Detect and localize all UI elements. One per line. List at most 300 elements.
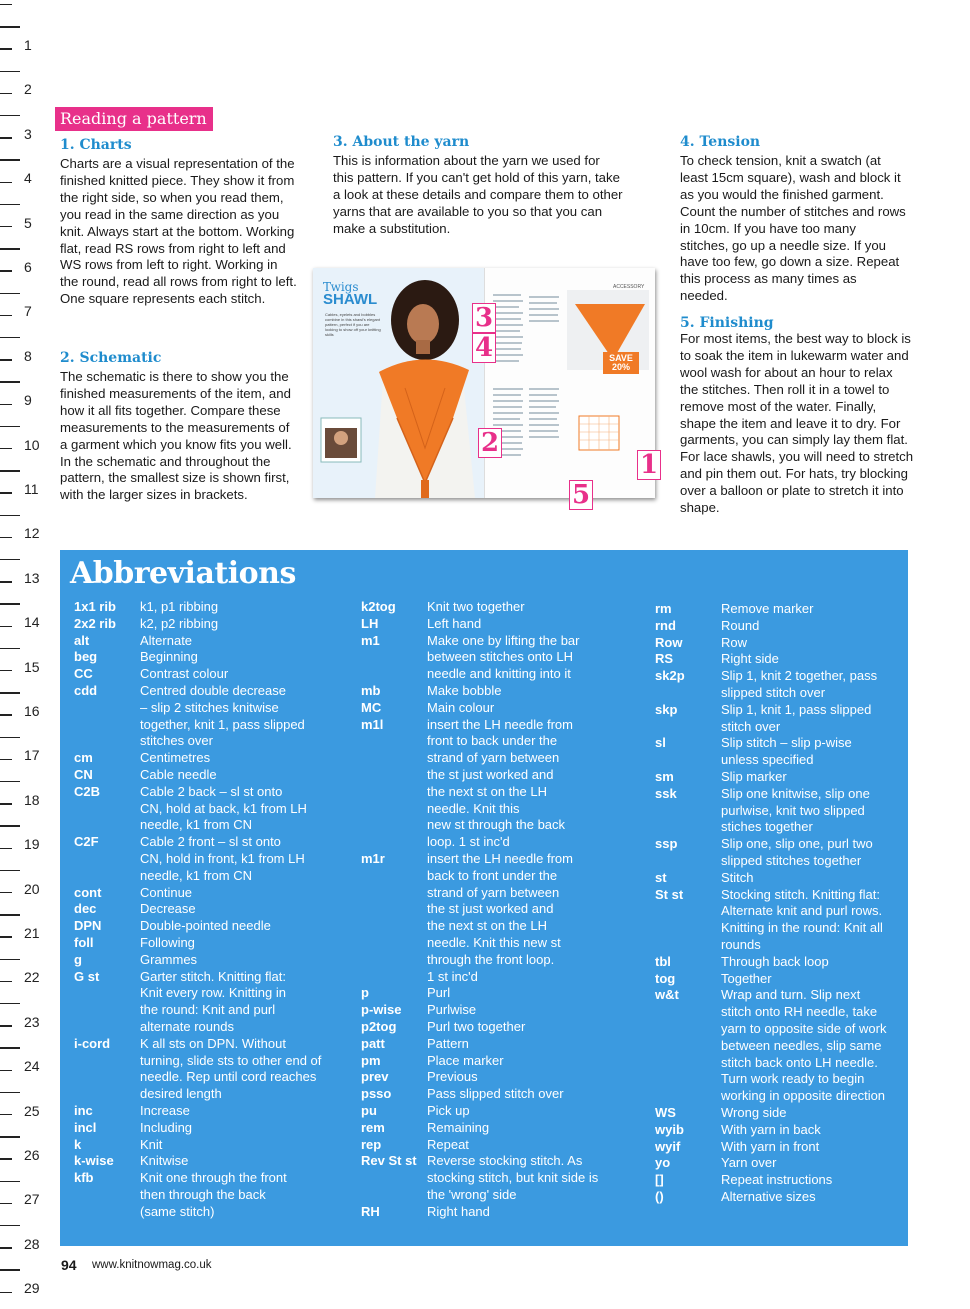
abbreviation-term: incl	[74, 1119, 97, 1135]
abbreviation-row	[361, 683, 631, 700]
abbreviation-row	[74, 649, 354, 666]
ruler-tick	[0, 936, 12, 937]
abbreviation-term: p	[361, 985, 369, 1001]
ruler-number: 29	[24, 1280, 40, 1297]
abbreviation-row	[655, 601, 905, 618]
ruler-tick	[0, 1269, 20, 1270]
abbreviation-row	[655, 1122, 905, 1139]
tension-title: 4. Tension	[680, 134, 761, 150]
abbreviation-meaning: Including	[140, 1119, 193, 1135]
abbreviation-meaning: With yarn in back	[721, 1121, 821, 1137]
charts-title: 1. Charts	[60, 137, 132, 153]
charts-body: Charts are a visual representation of the finished knitted piece. They show it from the right side, so when you read them, you read in the same direction as you knit. Always start at the bottom. Working flat, read RS rows from right to left and WS rows from left to right. Working in the round, read all rows from right to left. One square represents each stitch.	[60, 156, 297, 307]
abbreviation-meaning: Main colour	[427, 699, 495, 715]
abbreviation-meaning: Double-pointed needle	[140, 918, 271, 934]
ruler-tick	[0, 648, 20, 649]
abbreviation-meaning: Slip stitch – slip p-wise unless specified	[721, 735, 852, 768]
ruler-number: 3	[24, 125, 32, 142]
abbreviation-row	[655, 668, 905, 702]
ruler-tick	[0, 26, 20, 27]
abbreviation-row	[361, 599, 631, 616]
abbreviation-row	[361, 633, 631, 683]
abbreviation-term: k2tog	[361, 599, 396, 614]
abbreviation-term: m1	[361, 632, 380, 648]
page-heading: Reading a pattern	[55, 107, 213, 131]
ruler-number: 9	[24, 392, 32, 409]
abbreviation-row	[655, 769, 905, 786]
ruler-number: 4	[24, 170, 32, 187]
ruler-number: 5	[24, 214, 32, 231]
abbreviation-row	[74, 784, 354, 834]
ruler-tick	[0, 492, 12, 493]
abbreviation-meaning: Pattern	[427, 1035, 469, 1051]
ruler-number: 19	[24, 836, 40, 853]
ruler-number: 23	[24, 1013, 40, 1030]
abbreviation-row	[74, 918, 354, 935]
abbreviation-meaning: Purl	[427, 985, 451, 1001]
abbreviation-meaning: k2, p2 ribbing	[140, 615, 219, 631]
abbreviation-row	[74, 616, 354, 633]
abbreviation-meaning: Pass slipped stitch over	[427, 1086, 564, 1102]
abbreviation-meaning: Knit two together	[427, 599, 525, 614]
abbreviation-row	[74, 935, 354, 952]
magazine-title-top: Twigs	[323, 280, 359, 294]
abbreviation-row	[361, 1137, 631, 1154]
abbreviation-row	[655, 1155, 905, 1172]
abbreviation-term: cdd	[74, 682, 98, 698]
abbreviation-meaning: Purlwise	[427, 1002, 477, 1018]
abbreviation-row	[74, 767, 354, 784]
abbreviation-row	[361, 1036, 631, 1053]
abbreviation-meaning: Slip one, slip one, purl two slipped stitches together	[721, 836, 873, 868]
abbreviation-term: []	[655, 1172, 664, 1188]
abbreviation-meaning: insert the LH needle from front to back under the strand of yarn between the st just worked and the next st on the LH needle. Knit this new st through the back loop. 1 st inc'd	[427, 716, 573, 850]
abbreviation-row	[655, 702, 905, 736]
abbreviation-row	[361, 717, 631, 851]
abbreviation-term: rem	[361, 1119, 385, 1135]
abbreviation-meaning: Remove marker	[721, 601, 814, 616]
schematic-title: 2. Schematic	[60, 350, 162, 366]
abbreviation-meaning: Knit one through the front then through the back (same stitch)	[140, 1170, 287, 1219]
ruler-tick	[0, 293, 20, 294]
abbreviation-meaning: Pick up	[427, 1102, 470, 1118]
abbreviation-row	[74, 633, 354, 650]
abbreviation-meaning: Cable 2 front – sl st onto CN, hold in front, k1 from LH needle, k1 from CN	[140, 834, 305, 883]
ruler-tick	[0, 737, 20, 738]
abbreviation-meaning: Increase	[140, 1102, 190, 1118]
abbreviation-meaning: Centred double decrease – slip 2 stitches knitwise together, knit 1, pass slipped stitches over	[140, 682, 305, 749]
ruler-number: 24	[24, 1058, 40, 1075]
abbreviation-meaning: Previous	[427, 1069, 478, 1085]
ruler-tick	[0, 1114, 12, 1115]
abbreviation-term: psso	[361, 1086, 392, 1102]
abbreviation-meaning: Together	[721, 970, 772, 986]
ruler-tick	[0, 159, 20, 160]
abbreviation-row	[74, 834, 354, 884]
abbreviation-meaning: Continue	[140, 884, 193, 900]
abbreviation-term: 2x2 rib	[74, 615, 116, 631]
abbreviation-term: CC	[74, 666, 93, 682]
abbreviation-row	[361, 1103, 631, 1120]
abbreviation-row	[74, 599, 354, 616]
abbreviation-term: foll	[74, 934, 94, 950]
ruler-number: 8	[24, 347, 32, 364]
abbreviation-meaning: Stocking stitch. Knitting flat: Alternate knit and purl rows. Knitting in the round: Knit all rounds	[721, 886, 883, 952]
ruler-tick	[0, 781, 20, 782]
abbreviation-row	[74, 952, 354, 969]
abbreviation-term: alt	[74, 632, 90, 648]
abbreviation-row	[74, 1137, 354, 1154]
ruler-tick	[0, 848, 12, 849]
promo-badge: SAVE 20%	[603, 352, 639, 374]
abbreviation-term: p-wise	[361, 1002, 402, 1018]
abbreviation-term: beg	[74, 649, 98, 665]
abbreviation-meaning: Stitch	[721, 869, 754, 885]
abbreviation-row	[361, 1002, 631, 1019]
abbreviation-term: pm	[361, 1052, 381, 1068]
measuring-ruler	[0, 0, 48, 1309]
ruler-tick	[0, 581, 12, 582]
abbreviation-row	[74, 1103, 354, 1120]
ruler-tick	[0, 870, 20, 871]
abbreviation-meaning: K all sts on DPN. Without turning, slide sts to other end of needle. Rep until cord reaches desired length	[140, 1035, 322, 1102]
magazine-blurb: Cables, eyelets and bobbles combine in this shawl's elegant pattern, perfect if you are looking to show off your knitting skills	[325, 312, 381, 337]
abbreviation-meaning: Slip one knitwise, slip one purlwise, knit two slipped stiches together	[721, 785, 870, 835]
abbreviation-row	[655, 618, 905, 635]
ruler-number: 22	[24, 969, 40, 986]
abbreviation-term: ssp	[655, 836, 678, 852]
ruler-tick	[0, 670, 12, 671]
abbreviation-term: m1l	[361, 716, 384, 732]
abbreviation-row	[655, 954, 905, 971]
ruler-tick	[0, 1136, 20, 1137]
abbreviation-meaning: Slip 1, knit 2 together, pass slipped stitch over	[721, 668, 878, 700]
abbreviation-row	[74, 1120, 354, 1137]
abbreviation-meaning: Slip 1, knit 1, pass slipped stitch over	[721, 701, 872, 734]
ruler-number: 11	[24, 481, 39, 497]
abbreviation-row	[361, 1204, 631, 1221]
abbreviation-term: RS	[655, 651, 674, 667]
abbreviation-row	[74, 901, 354, 918]
ruler-number: 15	[24, 658, 40, 675]
abbreviation-term: rep	[361, 1136, 382, 1152]
ruler-tick	[0, 515, 20, 516]
ruler-tick	[0, 1003, 20, 1004]
abbreviation-term: kfb	[74, 1170, 94, 1186]
abbreviation-term: mb	[361, 682, 381, 698]
ruler-tick	[0, 1181, 20, 1182]
abbreviation-meaning: Centimetres	[140, 750, 211, 766]
finishing-body: For most items, the best way to block is to soak the item in lukewarm water and wool wash for about an hour to relax the stitches. Then roll it in a towel to remove most of the water. Finally, shape the item and leave it to dry. For garments, you can simply lay them flat. For lace shawls, you will need to stretch and pin them out. For hats, try blocking over a balloon or plate to stretch it into shape.	[680, 331, 914, 516]
marker-4: 4	[472, 333, 496, 363]
ruler-number: 17	[24, 747, 40, 764]
abbreviation-meaning: Garter stitch. Knitting flat: Knit every row. Knitting in the round: Knit and purl alternate rounds	[140, 968, 286, 1034]
abbreviation-row	[361, 616, 631, 633]
abbreviation-meaning: Grammes	[140, 951, 198, 967]
abbreviation-row	[361, 1086, 631, 1103]
abbreviation-term: 1x1 rib	[74, 599, 116, 614]
abbreviation-term: Row	[655, 634, 683, 650]
abbreviation-row	[655, 651, 905, 668]
abbreviation-term: LH	[361, 615, 379, 631]
abbreviations-title: Abbreviations	[70, 556, 296, 591]
abbreviation-term: G st	[74, 968, 100, 984]
abbreviation-term: pu	[361, 1102, 377, 1118]
abbreviation-term: MC	[361, 699, 382, 715]
ruler-tick	[0, 914, 20, 915]
abbreviation-row	[655, 735, 905, 769]
abbreviation-meaning: Alternate	[140, 632, 193, 648]
ruler-tick	[0, 359, 12, 360]
abbreviation-row	[361, 851, 631, 985]
yarn-title: 3. About the yarn	[333, 134, 470, 150]
schematic-body: The schematic is there to show you the finished measurements of the item, and how it all fits together. Compare these measurements to the measurements of a garment which you know fits you well. In the schematic and throughout the pattern, the smallest size is shown first, with the larger sizes in brackets.	[60, 369, 292, 503]
abbreviation-meaning: Row	[721, 634, 748, 650]
ruler-tick	[0, 1292, 12, 1293]
abbreviation-term: w&t	[655, 987, 679, 1003]
ruler-number: 18	[24, 791, 40, 808]
abbreviation-row	[655, 1172, 905, 1189]
abbreviation-term: wyib	[655, 1121, 684, 1137]
abbreviation-meaning: insert the LH needle from back to front under the strand of yarn between the st just worked and the next st on the LH needle. Knit this new st through the front loop. 1 st inc'd	[427, 850, 573, 984]
abbreviations-column-1	[74, 599, 354, 1220]
abbreviation-meaning: Right side	[721, 651, 779, 667]
abbreviation-row	[74, 1036, 354, 1103]
ruler-tick	[0, 1158, 12, 1159]
abbreviation-meaning: Knitwise	[140, 1153, 189, 1169]
abbreviation-term: sl	[655, 735, 666, 751]
ruler-tick	[0, 71, 20, 72]
ruler-tick	[0, 1047, 20, 1048]
abbreviation-meaning: Place marker	[427, 1052, 504, 1068]
abbreviation-meaning: Contrast colour	[140, 666, 229, 682]
ruler-number: 7	[24, 303, 32, 320]
ruler-tick	[0, 626, 12, 627]
marker-3: 3	[472, 303, 496, 333]
abbreviation-meaning: Through back loop	[721, 953, 829, 969]
abbreviation-row	[655, 887, 905, 954]
ruler-number: 20	[24, 880, 40, 897]
abbreviation-term: RH	[361, 1203, 380, 1219]
abbreviation-term: k	[74, 1136, 82, 1152]
ruler-tick	[0, 1070, 12, 1071]
ruler-tick	[0, 381, 20, 382]
abbreviation-row	[655, 1105, 905, 1122]
abbreviation-term: g	[74, 951, 82, 967]
abbreviation-meaning: Wrong side	[721, 1104, 787, 1120]
abbreviation-term: rnd	[655, 617, 676, 633]
ruler-number: 21	[24, 925, 40, 941]
ruler-number: 10	[24, 436, 40, 453]
abbreviation-row	[655, 987, 905, 1105]
ruler-tick	[0, 4, 12, 5]
abbreviation-term: sk2p	[655, 668, 685, 684]
abbreviation-row	[361, 1120, 631, 1137]
abbreviation-meaning: k1, p1 ribbing	[140, 599, 219, 614]
abbreviation-meaning: Alternative sizes	[721, 1188, 816, 1204]
ruler-tick	[0, 803, 12, 804]
abbreviation-term: CN	[74, 766, 93, 782]
abbreviation-row	[655, 635, 905, 652]
ruler-tick	[0, 692, 20, 693]
abbreviation-term: yo	[655, 1155, 671, 1171]
abbreviation-term: i-cord	[74, 1035, 111, 1051]
abbreviation-term: tog	[655, 970, 676, 986]
abbreviation-meaning: Knit	[140, 1136, 163, 1152]
abbreviation-meaning: Make bobble	[427, 682, 502, 698]
ruler-tick	[0, 426, 20, 427]
ruler-tick	[0, 825, 20, 826]
marker-1: 1	[637, 450, 661, 480]
abbreviation-row	[74, 683, 354, 750]
abbreviation-meaning: Cable 2 back – sl st onto CN, hold at back, k1 from LH needle, k1 from CN	[140, 783, 307, 833]
ruler-tick	[0, 182, 12, 183]
ruler-number: 2	[24, 81, 32, 98]
abbreviation-row	[74, 1153, 354, 1170]
ruler-tick	[0, 448, 12, 449]
abbreviation-row	[361, 1153, 631, 1203]
abbreviation-row	[74, 1170, 354, 1220]
abbreviation-term: WS	[655, 1104, 676, 1120]
abbreviation-row	[74, 969, 354, 1036]
abbreviation-meaning: Wrap and turn. Slip next stitch onto RH needle, take yarn to opposite side of work between needles, slip same stitch back onto LH needle. Turn work ready to begin working in opposite direction	[721, 987, 887, 1104]
abbreviation-term: k-wise	[74, 1153, 114, 1169]
abbreviation-term: St st	[655, 886, 684, 902]
abbreviation-row	[361, 1053, 631, 1070]
abbreviation-row	[361, 1019, 631, 1036]
abbreviation-meaning: Round	[721, 617, 760, 633]
ruler-tick	[0, 714, 12, 715]
ruler-tick	[0, 959, 20, 960]
magazine-section-label: ACCESSORY	[613, 284, 645, 290]
abbreviation-row	[74, 885, 354, 902]
abbreviation-meaning: Following	[140, 934, 195, 950]
ruler-tick	[0, 759, 12, 760]
abbreviation-term: st	[655, 869, 667, 885]
abbreviation-meaning: Beginning	[140, 649, 198, 665]
abbreviation-term: Rev St st	[361, 1153, 417, 1169]
tension-body: To check tension, knit a swatch (at least 15cm square), wash and block it as you would the finished garment. Count the number of stitches and rows in 10cm. If you have too many stitches, go up a needle size. If you have too few, go down a size. Repeat this process as many times as needed.	[680, 153, 906, 304]
abbreviation-row	[361, 985, 631, 1002]
abbreviation-meaning: Slip marker	[721, 768, 787, 784]
ruler-tick	[0, 315, 12, 316]
ruler-tick	[0, 48, 12, 49]
abbreviation-row	[361, 700, 631, 717]
ruler-tick	[0, 537, 12, 538]
abbreviation-meaning: Repeat	[427, 1136, 469, 1152]
abbreviation-term: cm	[74, 750, 93, 766]
marker-2: 2	[478, 428, 502, 458]
finishing-title: 5. Finishing	[680, 315, 774, 331]
ruler-number: 12	[24, 525, 40, 542]
abbreviation-meaning: Repeat instructions	[721, 1172, 833, 1188]
ruler-tick	[0, 603, 20, 604]
ruler-tick	[0, 981, 12, 982]
ruler-number: 26	[24, 1147, 40, 1163]
abbreviation-term: sm	[655, 768, 674, 784]
abbreviation-term: m1r	[361, 850, 385, 866]
ruler-tick	[0, 115, 20, 116]
ruler-tick	[0, 1203, 12, 1204]
abbreviation-meaning: Make one by lifting the bar between stitches onto LH needle and knitting into it	[427, 632, 580, 682]
ruler-tick	[0, 204, 20, 205]
abbreviation-term: rm	[655, 601, 672, 616]
abbreviation-term: C2F	[74, 834, 99, 850]
abbreviation-row	[655, 1139, 905, 1156]
ruler-number: 1	[24, 37, 32, 53]
ruler-tick	[0, 1092, 20, 1093]
abbreviation-term: skp	[655, 701, 678, 717]
abbreviation-row	[74, 750, 354, 767]
abbreviation-meaning: Decrease	[140, 901, 196, 917]
abbreviation-row	[655, 836, 905, 870]
abbreviation-meaning: Remaining	[427, 1119, 490, 1135]
ruler-tick	[0, 337, 20, 338]
abbreviation-term: cont	[74, 884, 102, 900]
abbreviation-term: inc	[74, 1102, 93, 1118]
ruler-number: 13	[24, 569, 40, 586]
magazine-title-main: SHAWL	[323, 291, 378, 308]
abbreviation-term: p2tog	[361, 1018, 397, 1034]
ruler-tick	[0, 137, 12, 138]
yarn-body: This is information about the yarn we used for this pattern. If you can't get hold of this yarn, take a look at these details and compare them to other yarns that are available to you so that you can make a substitution.	[333, 153, 623, 236]
pattern-page-illustration	[485, 268, 655, 498]
magazine-right-page	[484, 268, 655, 498]
ruler-number: 6	[24, 259, 32, 275]
abbreviation-row	[655, 786, 905, 836]
abbreviations-column-2	[361, 599, 631, 1220]
ruler-number: 25	[24, 1102, 40, 1119]
footer-url: www.knitnowmag.co.uk	[92, 1259, 212, 1271]
abbreviation-term: ()	[655, 1188, 664, 1204]
abbreviation-meaning: Yarn over	[721, 1155, 777, 1171]
abbreviation-meaning: Left hand	[427, 615, 482, 631]
abbreviation-term: wyif	[655, 1138, 681, 1154]
model-shawl-illustration	[313, 268, 484, 498]
marker-5: 5	[569, 480, 593, 510]
ruler-number: 27	[24, 1191, 40, 1208]
abbreviation-term: tbl	[655, 953, 671, 969]
abbreviation-meaning: Purl two together	[427, 1018, 526, 1034]
ruler-tick	[0, 559, 20, 560]
ruler-tick	[0, 93, 12, 94]
magazine-left-page	[313, 268, 484, 498]
abbreviation-row	[74, 666, 354, 683]
abbreviation-meaning: Right hand	[427, 1203, 490, 1219]
ruler-number: 14	[24, 614, 40, 631]
ruler-number: 28	[24, 1235, 40, 1252]
ruler-tick	[0, 404, 12, 405]
page-number: 94	[61, 1257, 77, 1273]
abbreviation-term: patt	[361, 1035, 385, 1051]
abbreviation-term: DPN	[74, 918, 102, 934]
abbreviation-row	[655, 870, 905, 887]
abbreviation-term: dec	[74, 901, 97, 917]
ruler-tick	[0, 248, 20, 249]
ruler-tick	[0, 470, 20, 471]
abbreviation-row	[361, 1069, 631, 1086]
ruler-tick	[0, 1025, 12, 1026]
abbreviations-column-3	[655, 601, 905, 1206]
ruler-tick	[0, 270, 12, 271]
abbreviation-meaning: Reverse stocking stitch. As stocking stitch, but knit side is the 'wrong' side	[427, 1153, 599, 1202]
ruler-tick	[0, 1247, 12, 1248]
ruler-number: 16	[24, 703, 40, 719]
ruler-tick	[0, 226, 12, 227]
ruler-tick	[0, 892, 12, 893]
abbreviation-meaning: With yarn in front	[721, 1138, 820, 1154]
abbreviations-panel	[60, 550, 908, 1246]
